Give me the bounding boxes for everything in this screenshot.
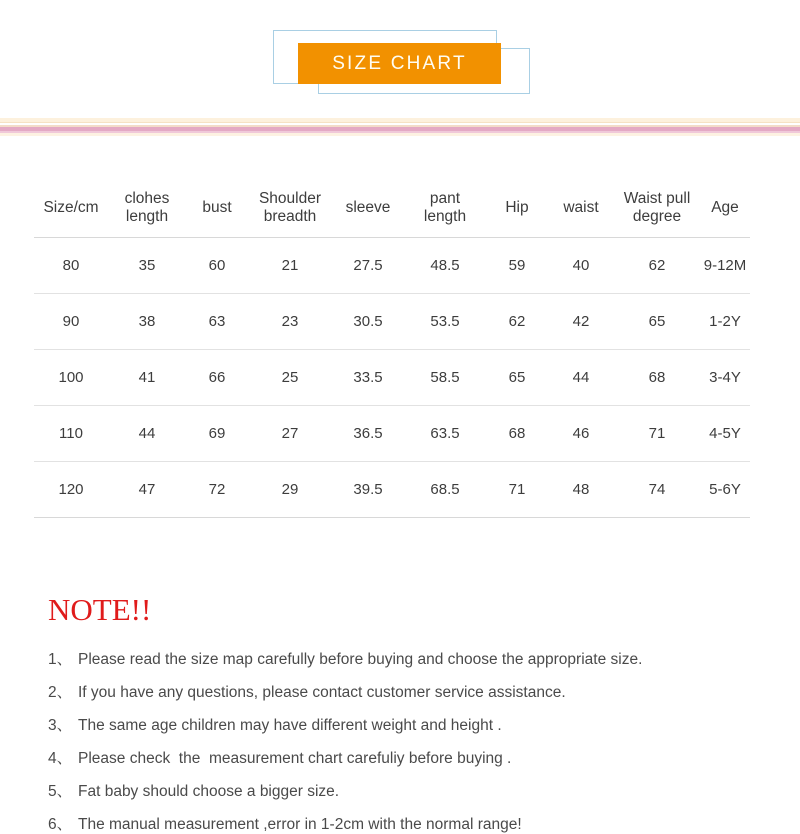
column-header-shoulder-breadth	[248, 182, 332, 237]
column-header-line1: Age	[711, 199, 739, 217]
cell-bust: 63	[186, 293, 248, 349]
cell-age: 4-5Y	[700, 405, 750, 461]
note-item-text: Please check the measurement chart carefuliy before buying .	[78, 749, 512, 767]
cell-shoulder-breadth: 21	[248, 237, 332, 293]
column-header-age	[700, 182, 750, 237]
cell-waist-pull-degree: 68	[614, 349, 700, 405]
cell-age: 3-4Y	[700, 349, 750, 405]
cell-waist: 46	[548, 405, 614, 461]
cell-shoulder-breadth: 27	[248, 405, 332, 461]
table-row	[34, 293, 750, 349]
cell-waist-pull-degree: 74	[614, 461, 700, 517]
column-header-waist-pull-degree	[614, 182, 700, 237]
cell-hip: 62	[486, 293, 548, 349]
column-header-bust	[186, 182, 248, 237]
cell-shoulder-breadth: 25	[248, 349, 332, 405]
column-header-line1: Size/cm	[43, 199, 99, 217]
cell-waist-pull-degree: 65	[614, 293, 700, 349]
note-item-text: The same age children may have different weight and height .	[78, 716, 502, 734]
size-table-container	[34, 182, 750, 518]
cell-bust: 69	[186, 405, 248, 461]
note-item-text: Fat baby should choose a bigger size.	[78, 782, 340, 800]
column-header-line2: length	[125, 208, 169, 226]
note-list	[48, 647, 800, 834]
column-header-line2: degree	[632, 208, 682, 226]
column-header-line1: pant	[429, 190, 461, 207]
note-title: NOTE!!	[48, 591, 152, 627]
cell-waist: 40	[548, 237, 614, 293]
list-item	[48, 647, 800, 669]
cell-clothes-length: 38	[108, 293, 186, 349]
cell-age: 9-12M	[700, 237, 750, 293]
size-chart-table	[34, 182, 750, 518]
cell-clothes-length: 47	[108, 461, 186, 517]
column-header-line1: waist	[563, 199, 599, 217]
cell-pant-length: 68.5	[404, 461, 486, 517]
column-header-size	[34, 182, 108, 237]
cell-sleeve: 27.5	[332, 237, 404, 293]
cell-sleeve: 30.5	[332, 293, 404, 349]
column-header-pant-length	[404, 182, 486, 237]
column-header-line1: clohes	[124, 190, 170, 207]
cell-sleeve: 39.5	[332, 461, 404, 517]
note-item-number: 1、	[48, 650, 73, 668]
note-item-number: 6、	[48, 815, 73, 833]
cell-waist: 44	[548, 349, 614, 405]
column-header-waist	[548, 182, 614, 237]
cell-hip: 71	[486, 461, 548, 517]
list-item	[48, 680, 800, 702]
cell-shoulder-breadth: 23	[248, 293, 332, 349]
table-header-row	[34, 182, 750, 237]
cell-size: 80	[34, 237, 108, 293]
list-item	[48, 713, 800, 735]
table-row	[34, 405, 750, 461]
cell-waist-pull-degree: 62	[614, 237, 700, 293]
table-row	[34, 461, 750, 517]
cell-age: 5-6Y	[700, 461, 750, 517]
column-header-hip	[486, 182, 548, 237]
note-item-number: 4、	[48, 749, 73, 767]
cell-waist-pull-degree: 71	[614, 405, 700, 461]
header-banner	[0, 0, 800, 110]
cell-clothes-length: 44	[108, 405, 186, 461]
decorative-stripe-divider	[0, 112, 800, 138]
stripe-band-2	[0, 122, 800, 123]
cell-size: 90	[34, 293, 108, 349]
column-header-line1: bust	[202, 199, 232, 217]
cell-hip: 65	[486, 349, 548, 405]
column-header-line2: breadth	[263, 208, 317, 226]
note-item-number: 5、	[48, 782, 73, 800]
cell-clothes-length: 35	[108, 237, 186, 293]
note-item-text: The manual measurement ,error in 1-2cm with the normal range!	[78, 815, 522, 833]
column-header-line1: Hip	[505, 199, 529, 217]
cell-waist: 48	[548, 461, 614, 517]
list-item	[48, 779, 800, 801]
cell-waist: 42	[548, 293, 614, 349]
cell-age: 1-2Y	[700, 293, 750, 349]
list-item	[48, 746, 800, 768]
cell-bust: 60	[186, 237, 248, 293]
cell-shoulder-breadth: 29	[248, 461, 332, 517]
cell-sleeve: 33.5	[332, 349, 404, 405]
column-header-clothes-length	[108, 182, 186, 237]
cell-clothes-length: 41	[108, 349, 186, 405]
page-title: SIZE CHART	[332, 52, 467, 74]
list-item	[48, 812, 800, 834]
cell-sleeve: 36.5	[332, 405, 404, 461]
cell-hip: 68	[486, 405, 548, 461]
column-header-line2: length	[423, 208, 467, 226]
note-section	[48, 591, 800, 834]
column-header-sleeve	[332, 182, 404, 237]
note-item-number: 2、	[48, 683, 73, 701]
cell-bust: 72	[186, 461, 248, 517]
banner-plate	[298, 43, 501, 84]
table-row	[34, 349, 750, 405]
cell-pant-length: 58.5	[404, 349, 486, 405]
stripe-band-6	[0, 133, 800, 136]
cell-size: 110	[34, 405, 108, 461]
column-header-line1: Shoulder	[258, 190, 322, 207]
cell-pant-length: 48.5	[404, 237, 486, 293]
cell-pant-length: 63.5	[404, 405, 486, 461]
table-row	[34, 237, 750, 293]
cell-size: 100	[34, 349, 108, 405]
column-header-line1: Waist pull	[623, 190, 691, 207]
column-header-line1: sleeve	[345, 199, 391, 217]
cell-pant-length: 53.5	[404, 293, 486, 349]
note-item-number: 3、	[48, 716, 73, 734]
note-item-text: Please read the size map carefully before buying and choose the appropriate size.	[78, 650, 643, 668]
cell-hip: 59	[486, 237, 548, 293]
cell-bust: 66	[186, 349, 248, 405]
note-item-text: If you have any questions, please contact customer service assistance.	[78, 683, 566, 701]
cell-size: 120	[34, 461, 108, 517]
